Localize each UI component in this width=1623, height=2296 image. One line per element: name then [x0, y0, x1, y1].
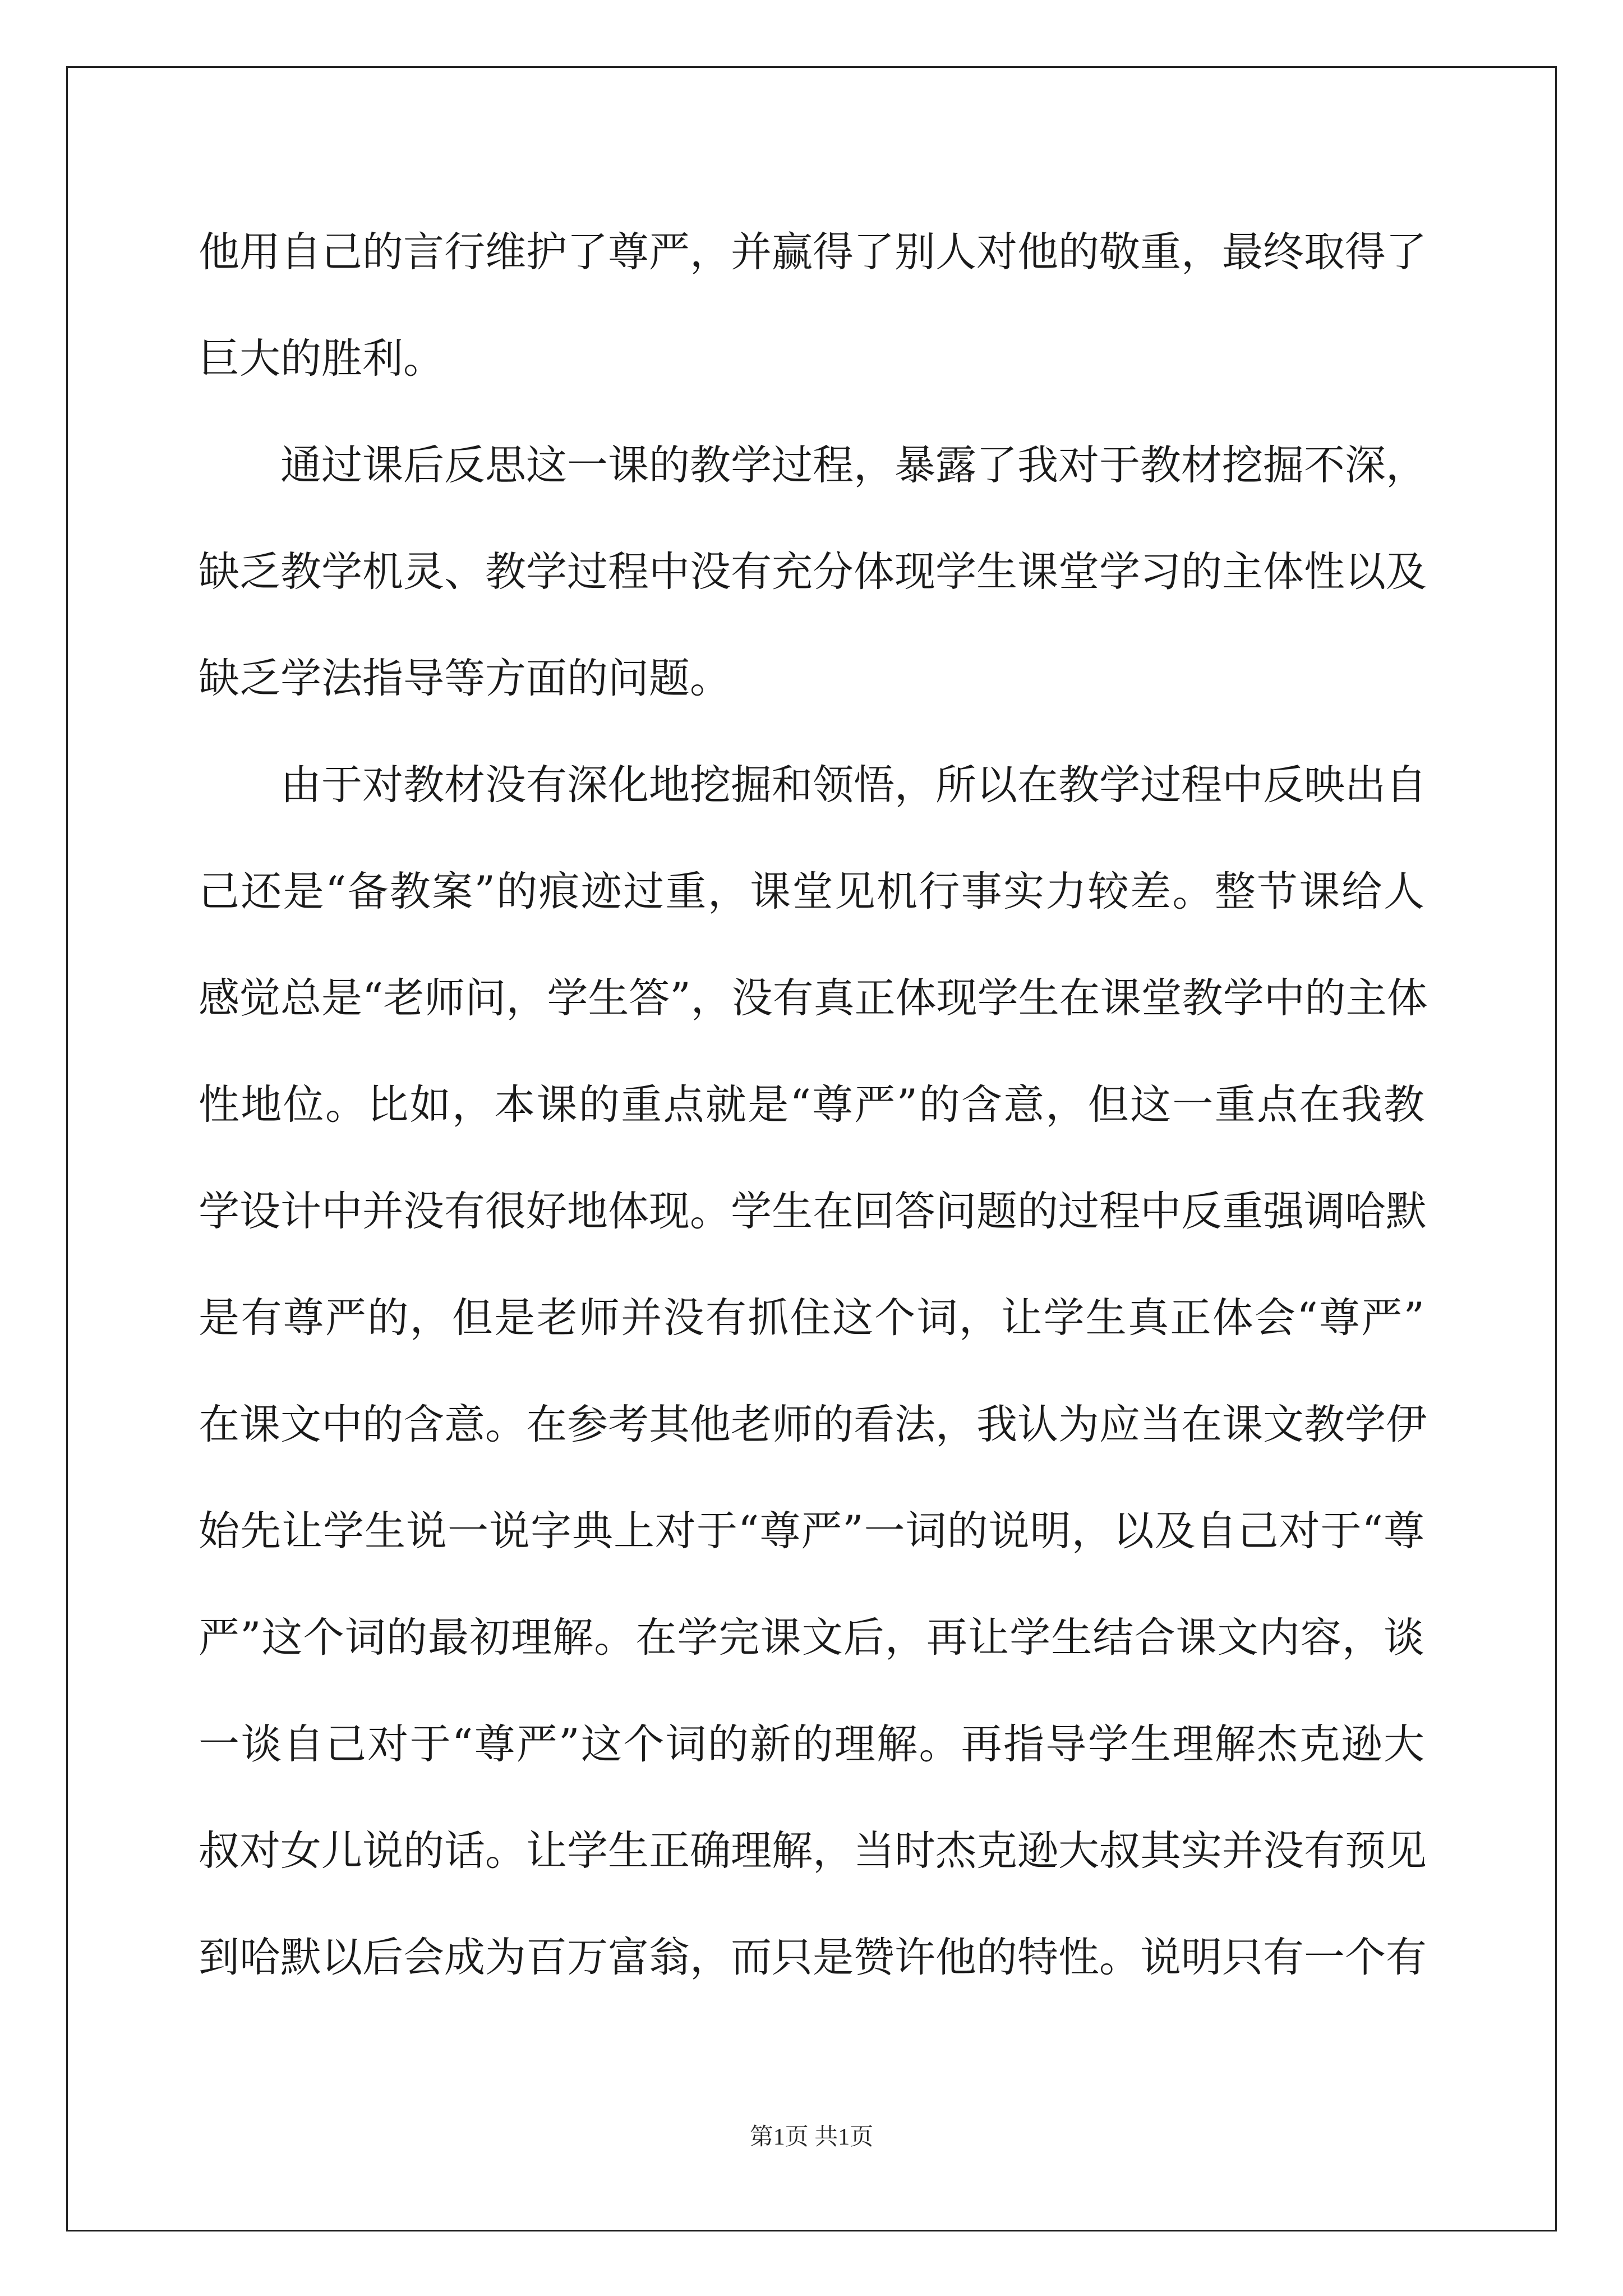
- text-line: 是有尊严的，但是老师并没有抓住这个词，让学生真正体会“尊严”: [199, 1294, 1424, 1342]
- text-line: 始先让学生说一说字典上对于“尊严”一词的说明，以及自己对于“尊: [199, 1507, 1424, 1555]
- text-line: 缺乏教学机灵、教学过程中没有充分体现学生课堂学习的主体性以及: [199, 548, 1427, 596]
- text-line: 性地位。比如，本课的重点就是“尊严”的含意，但这一重点在我教: [199, 1081, 1424, 1129]
- text-line: 一谈自己对于“尊严”这个词的新的理解。再指导学生理解杰克逊大: [199, 1720, 1424, 1768]
- page-number-footer: 第1页 共1页: [749, 2124, 874, 2150]
- text-line: 巨大的胜利。: [199, 335, 444, 383]
- text-line: 通过课后反思这一课的教学过程，暴露了我对于教材挖掘不深，: [280, 441, 1427, 489]
- document-body: [199, 199, 1428, 2011]
- text-line: 由于对教材没有深化地挖掘和领悟，所以在教学过程中反映出自: [280, 761, 1427, 809]
- text-line: 到哈默以后会成为百万富翁，而只是赞许他的特性。说明只有一个有: [199, 1934, 1427, 1981]
- text-line: 学设计中并没有很好地体现。学生在回答问题的过程中反重强调哈默: [199, 1188, 1427, 1235]
- text-line: 叔对女儿说的话。让学生正确理解，当时杰克逊大叔其实并没有预见: [199, 1827, 1427, 1875]
- text-line: 在课文中的含意。在参考其他老师的看法，我认为应当在课文教学伊: [199, 1401, 1427, 1448]
- text-line: 他用自己的言行维护了尊严，并赢得了别人对他的敬重，最终取得了: [199, 228, 1427, 276]
- text-line: 严”这个词的最初理解。在学完课文后，再让学生结合课文内容，谈: [199, 1614, 1424, 1662]
- text-line: 感觉总是“老师问，学生答”，没有真正体现学生在课堂教学中的主体: [199, 974, 1428, 1022]
- text-line: 己还是“备教案”的痕迹过重，课堂见机行事实力较差。整节课给人: [199, 868, 1424, 915]
- text-line: 缺乏学法指导等方面的问题。: [199, 655, 731, 702]
